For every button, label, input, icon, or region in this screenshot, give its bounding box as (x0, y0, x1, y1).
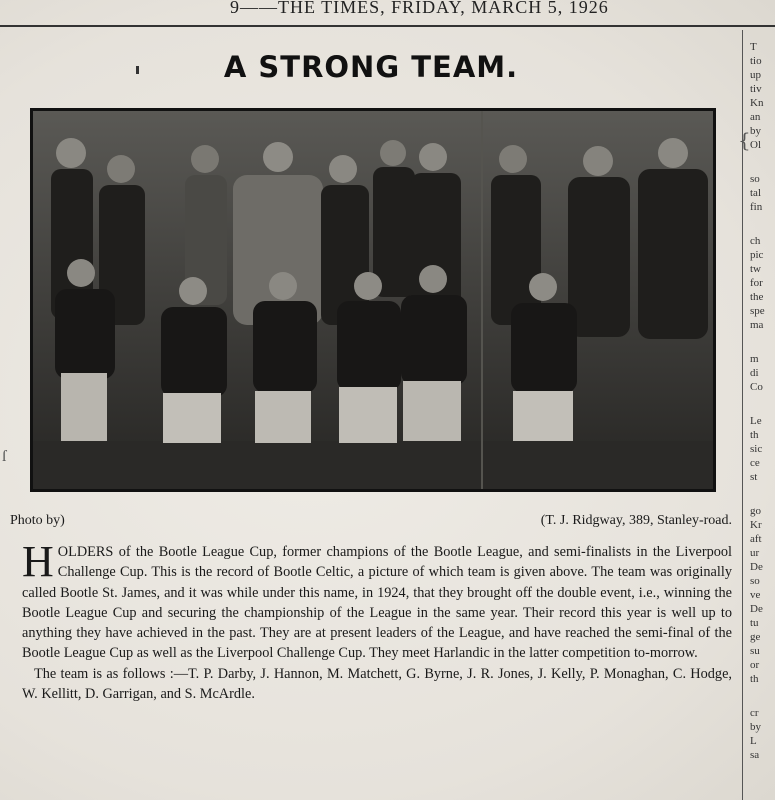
article-body (22, 537, 732, 719)
column-fragment-line: m (750, 353, 759, 365)
article-paragraph-2: The team is as follows :—T. P. Darby, J. Hannon, M. Matchett, G. Byrne, J. R. Jones, J. Kelly, P. Monaghan, C. Hodge, W. Kellitt, D. Garrigan, and S. McArdle. (22, 665, 732, 703)
column-fragment-line: for (750, 277, 763, 289)
column-fragment-line: Kr (750, 519, 762, 531)
column-fragment-line: tu (750, 617, 759, 629)
margin-mark: ſ (2, 448, 7, 465)
column-fragment-line: Ol (750, 139, 761, 151)
column-fragment-line: Le (750, 415, 762, 427)
column-fragment-line: tal (750, 187, 761, 199)
column-fragment-line: Kn (750, 97, 764, 109)
column-fragment-line: aft (750, 533, 762, 545)
column-fragment-line: ge (750, 631, 761, 643)
column-fragment-line: tio (750, 55, 762, 67)
column-fragment-line: an (750, 111, 761, 123)
photo-caption (10, 513, 732, 533)
column-fragment-line: by (750, 721, 761, 733)
column-fragment-line: or (750, 659, 760, 671)
column-fragment-line: De (750, 603, 763, 615)
caption-photographer: (T. J. Ridgway, 389, Stanley-road. (540, 513, 732, 528)
column-fragment-line: th (750, 429, 759, 441)
column-fragment-line: pic (750, 249, 764, 261)
column-fragment-line: st (750, 471, 758, 483)
column-fragment-gap (750, 686, 775, 706)
column-fragment-line: L (750, 735, 757, 747)
column-fragment-line: fin (750, 201, 763, 213)
column-fragment-line: the (750, 291, 764, 303)
team-photo-image (33, 111, 713, 489)
column-fragment-line: sic (750, 443, 763, 455)
column-fragment-line: ur (750, 547, 760, 559)
masthead-rule (0, 25, 775, 27)
column-fragment-line: by (750, 125, 761, 137)
drop-cap: H (22, 537, 54, 586)
adjacent-column-fragment (750, 40, 775, 762)
column-fragment-line: th (750, 673, 759, 685)
masthead: 9——THE TIMES, FRIDAY, MARCH 5, 1926 (230, 0, 609, 17)
column-fragment-line: so (750, 173, 760, 185)
bracket-mark: { (738, 128, 751, 152)
column-fragment-line: T (750, 41, 757, 53)
team-photo (30, 108, 716, 492)
column-fragment-line: spe (750, 305, 765, 317)
column-fragment-line: tw (750, 263, 761, 275)
column-fragment-gap (750, 152, 775, 172)
caption-credit-label: Photo by) (10, 513, 65, 528)
column-fragment-line: cr (750, 707, 759, 719)
article-headline: A STRONG TEAM. (223, 50, 519, 84)
column-fragment-line: sa (750, 749, 760, 761)
article-paragraph-1: OLDERS of the Bootle League Cup, former champions of the Bootle League, and semi-finalists in the Liverpool Challenge Cup. This is the record of Bootle Celtic, a picture of which team is given above. The team was originally called Bootle St. James, and it was while under this name, in 1924, that they brought off the double event, i.e., winning the Bootle League Cup and securing the championship of the League in the same year. Their record this year is well up to anything they have achieved in the past. They are at present leaders of the League, and have reached the semi-final of the Bootle League Cup as well as the Liverpool Challenge Cup. They meet Harlandic in the latter competition to-morrow. (22, 544, 732, 662)
column-fragment-line: go (750, 505, 761, 517)
column-fragment-line: ch (750, 235, 761, 247)
column-fragment-line: su (750, 645, 760, 657)
column-fragment-gap (750, 332, 775, 352)
column-fragment-gap (750, 394, 775, 414)
column-fragment-line: ve (750, 589, 761, 601)
column-fragment-line: Co (750, 381, 763, 393)
column-fragment-line: ma (750, 319, 764, 331)
column-fragment-line: so (750, 575, 760, 587)
column-fragment-line: ce (750, 457, 760, 469)
column-fragment-line: up (750, 69, 761, 81)
column-fragment-line: De (750, 561, 763, 573)
column-fragment-line: di (750, 367, 759, 379)
column-fragment-line: tiv (750, 83, 762, 95)
column-fragment-gap (750, 484, 775, 504)
column-fragment-gap (750, 214, 775, 234)
